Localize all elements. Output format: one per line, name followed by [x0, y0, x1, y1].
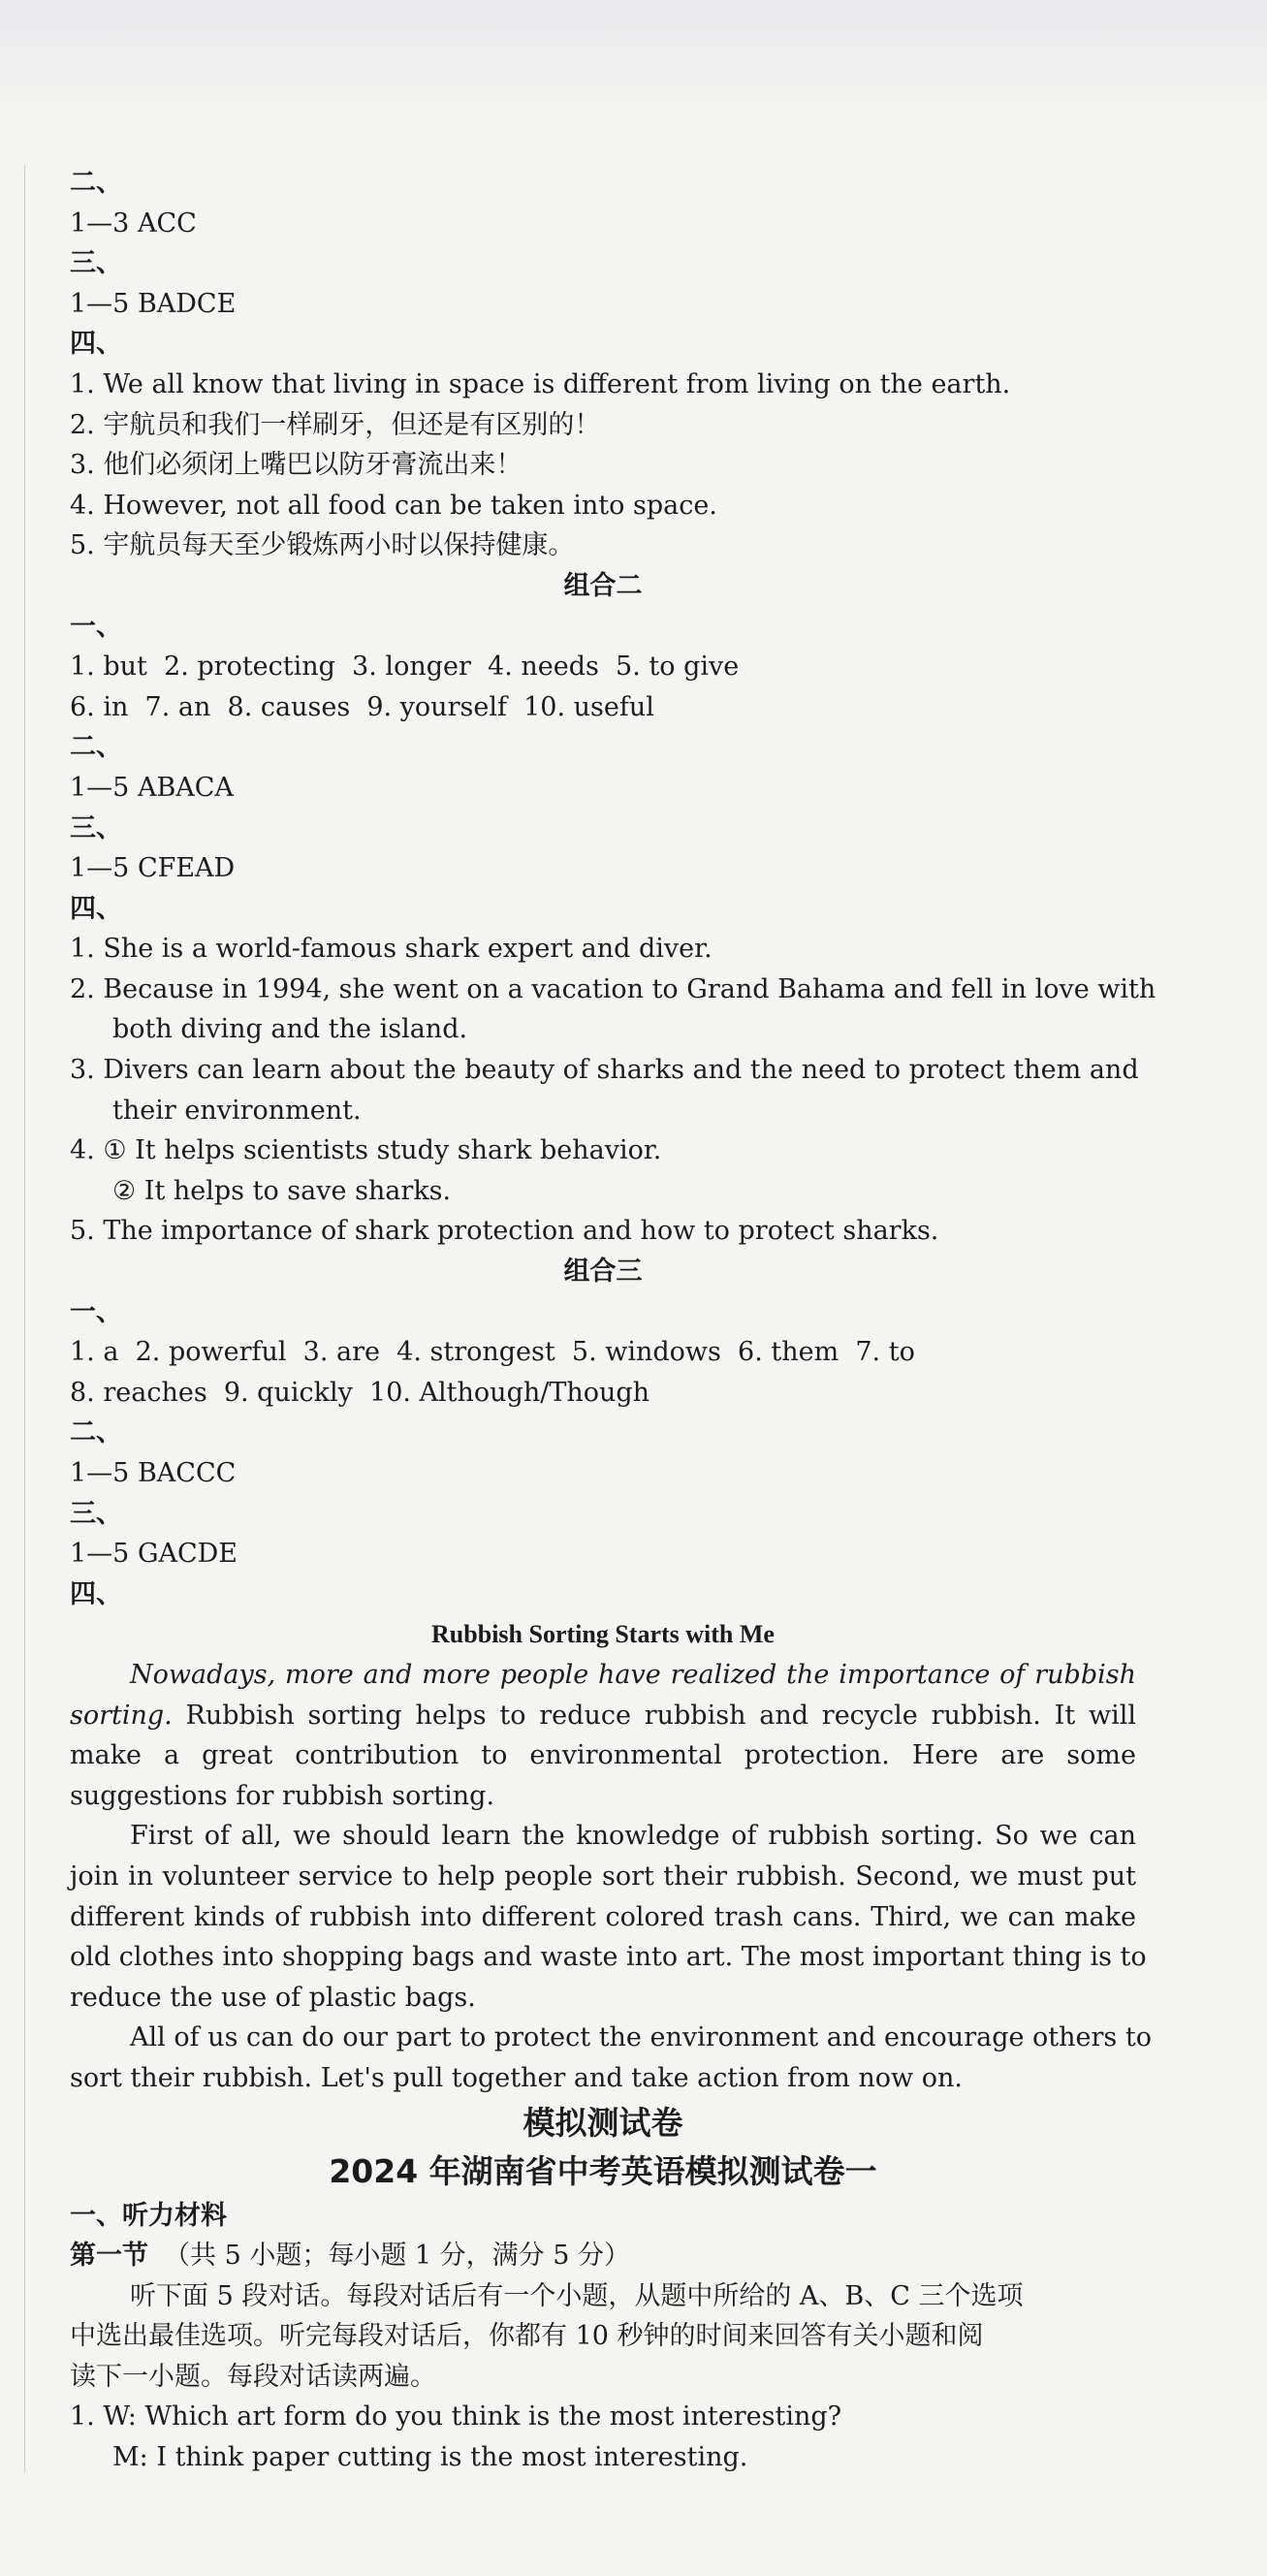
- answer-line: 1—3 ACC: [70, 207, 197, 239]
- answer-item: 3. Divers can learn about the beauty of sharks and the need to protect them and: [70, 1055, 1139, 1086]
- essay-line: First of all, we should learn the knowledge of rubbish sorting. So we can: [130, 1821, 1136, 1852]
- section-heading-3: 三、: [70, 248, 122, 279]
- dialog-line: 1. W: Which art form do you think is the most interesting?: [70, 2401, 842, 2433]
- answer-item: 2. Because in 1994, she went on a vacation to Grand Bahama and fell in love with: [70, 973, 1156, 1004]
- essay-title: Rubbish Sorting Starts with Me: [431, 1620, 775, 1649]
- group-title: 组合三: [563, 1256, 643, 1288]
- essay-line: All of us can do our part to protect the environment and encourage others to: [130, 2022, 1152, 2053]
- answer-line: 1—5 CFEAD: [70, 853, 236, 884]
- binding-margin-line: [24, 165, 25, 2472]
- scan-top-shade: [0, 0, 1267, 116]
- essay-italic-text: sorting.: [70, 1700, 173, 1731]
- section-title: 模拟测试卷: [523, 2103, 683, 2142]
- section-heading-4: 四、: [70, 1578, 122, 1609]
- answer-item: 4. ① It helps scientists study shark behavior.: [70, 1135, 662, 1166]
- section-heading-1: 一、: [70, 1296, 122, 1327]
- dialog-line: M: I think paper cutting is the most interesting.: [112, 2442, 748, 2473]
- answer-item-continued: ② It helps to save sharks.: [112, 1175, 452, 1206]
- instruction-line: 中选出最佳选项。听完每段对话后，你都有 10 秒钟的时间来回答有关小题和阅: [70, 2321, 984, 2352]
- essay-line: [70, 1696, 1136, 1736]
- essay-line: sort their rubbish. Let's pull together and take action from now on.: [70, 2062, 963, 2093]
- essay-line: reduce the use of plastic bags.: [70, 1982, 476, 2013]
- answer-line: 1. but 2. protecting 3. longer 4. needs 5. to give: [70, 652, 740, 683]
- answer-line: 8. reaches 9. quickly 10. Although/Though: [70, 1377, 650, 1408]
- part-heading: 一、听力材料: [70, 2200, 227, 2231]
- section-heading-2: 二、: [70, 1417, 122, 1448]
- instruction-line: 听下面 5 段对话。每段对话后有一个小题，从题中所给的 A、B、C 三个选项: [130, 2280, 1024, 2311]
- group-title: 组合二: [563, 570, 643, 601]
- subsection-label: 第一节: [70, 2241, 148, 2272]
- answer-item: 4. However, not all food can be taken into space.: [70, 490, 717, 521]
- essay-line: old clothes into shopping bags and waste into art. The most important thing is to: [70, 1942, 1147, 1973]
- essay-text: Rubbish sorting helps to reduce rubbish and recycle rubbish. It will: [172, 1700, 1136, 1731]
- essay-line: different kinds of rubbish into different colored trash cans. Third, we can make: [70, 1901, 1136, 1932]
- section-heading-3: 三、: [70, 1498, 122, 1529]
- answer-item: 1. We all know that living in space is different from living on the earth.: [70, 368, 1011, 399]
- answer-item: 5. The importance of shark protection and how to protect sharks.: [70, 1216, 939, 1247]
- answer-item-continued: both diving and the island.: [112, 1014, 468, 1045]
- answer-line: 1—5 BACCC: [70, 1458, 237, 1488]
- answer-item: 2. 宇航员和我们一样刷牙，但还是有区别的！: [70, 409, 601, 440]
- section-heading-2: 二、: [70, 732, 122, 763]
- paper-title: 2024 年湖南省中考英语模拟测试卷一: [329, 2151, 877, 2190]
- section-heading-4: 四、: [70, 893, 122, 924]
- section-heading-3: 三、: [70, 812, 122, 843]
- answer-item: 1. She is a world-famous shark expert and diver.: [70, 934, 713, 965]
- answer-line: 6. in 7. an 8. causes 9. yourself 10. useful: [70, 691, 654, 722]
- essay-line: make a great contribution to environmental protection. Here are some: [70, 1740, 1136, 1771]
- answer-line: 1—5 BADCE: [70, 288, 237, 319]
- answer-line: 1—5 ABACA: [70, 772, 234, 803]
- subsection-line: [70, 2236, 1136, 2276]
- essay-italic-text: Nowadays, more and more people have realized the importance of rubbish: [130, 1659, 1136, 1690]
- answer-page: [70, 163, 1156, 2478]
- section-heading-1: 一、: [70, 611, 122, 642]
- section-heading-4: 四、: [70, 329, 122, 360]
- essay-line: [70, 1655, 1136, 1696]
- answer-item: 3. 他们必须闭上嘴巴以防牙膏流出来！: [70, 450, 523, 481]
- subsection-note: （共 5 小题；每小题 1 分，满分 5 分）: [164, 2241, 631, 2272]
- answer-line: 1. a 2. powerful 3. are 4. strongest 5. windows 6. them 7. to: [70, 1337, 915, 1368]
- essay-line: suggestions for rubbish sorting.: [70, 1780, 495, 1811]
- answer-item-continued: their environment.: [112, 1095, 362, 1126]
- instruction-line: 读下一小题。每段对话读两遍。: [70, 2361, 436, 2392]
- section-heading-2: 二、: [70, 168, 122, 198]
- essay-line: join in volunteer service to help people sort their rubbish. Second, we must put: [70, 1860, 1136, 1892]
- answer-item: 5. 宇航员每天至少锻炼两小时以保持健康。: [70, 530, 575, 561]
- answer-line: 1—5 GACDE: [70, 1539, 238, 1570]
